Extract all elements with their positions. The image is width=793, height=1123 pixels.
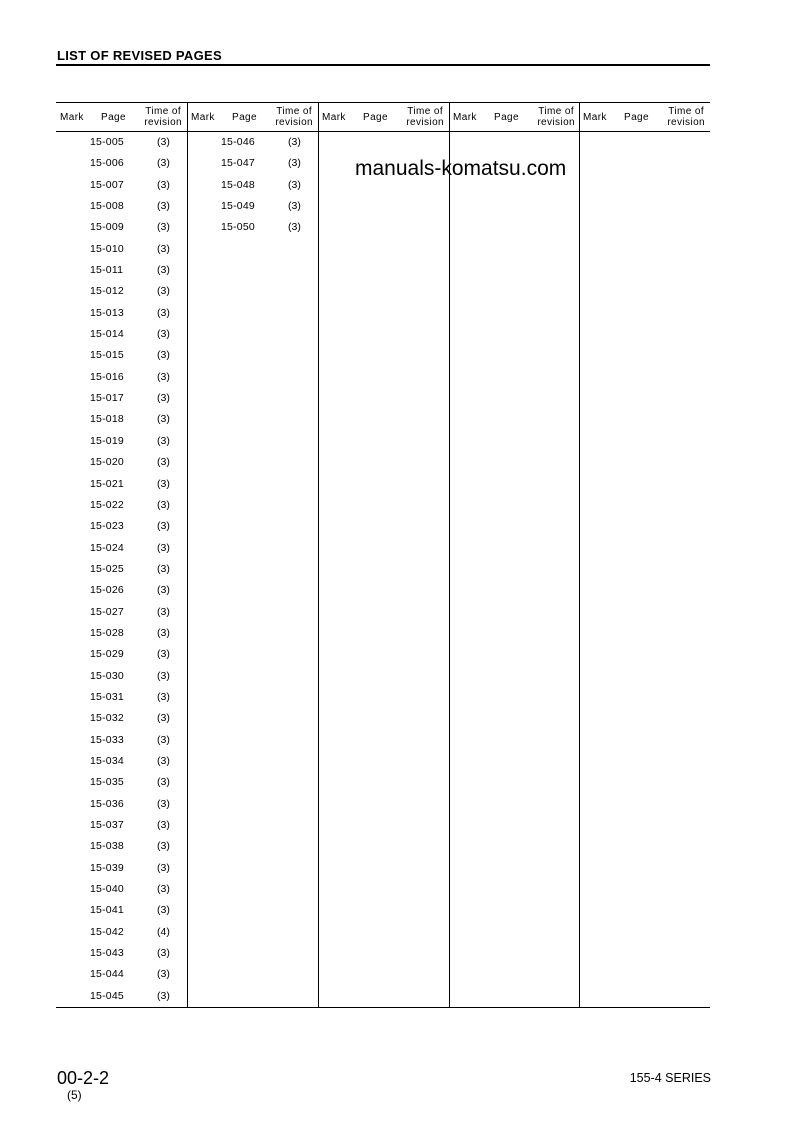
header-page: Page xyxy=(101,112,126,123)
table-row xyxy=(56,175,186,196)
revision-cell: (3) xyxy=(157,242,170,255)
table-row xyxy=(56,580,186,601)
table-row xyxy=(56,964,186,985)
table-row xyxy=(56,858,186,879)
table-row xyxy=(56,431,186,452)
table-row xyxy=(56,900,186,921)
table-row xyxy=(187,153,317,174)
header-page: Page xyxy=(232,112,257,123)
table-row xyxy=(187,132,317,153)
page-cell: 15-022 xyxy=(90,498,124,511)
page-cell: 15-009 xyxy=(90,221,124,234)
header-time-line1: Time of xyxy=(276,106,313,117)
revision-cell: (3) xyxy=(157,797,170,810)
page-cell: 15-034 xyxy=(90,754,124,767)
revision-cell: (3) xyxy=(157,626,170,639)
table-row xyxy=(56,367,186,388)
table-row xyxy=(56,687,186,708)
page-cell: 15-019 xyxy=(90,434,124,447)
header-mark: Mark xyxy=(583,112,607,123)
revision-cell: (3) xyxy=(157,200,170,213)
table-row xyxy=(56,836,186,857)
table-row xyxy=(56,794,186,815)
page-cell: 15-047 xyxy=(221,157,255,170)
page-cell: 15-036 xyxy=(90,797,124,810)
revision-cell: (3) xyxy=(157,947,170,960)
revision-cell: (3) xyxy=(157,883,170,896)
page-cell: 15-048 xyxy=(221,178,255,191)
page-cell: 15-026 xyxy=(90,584,124,597)
header-time-of-revision xyxy=(144,106,182,128)
revision-cell: (3) xyxy=(157,456,170,469)
table-row xyxy=(56,281,186,302)
column-group xyxy=(56,103,186,1007)
revision-cell: (3) xyxy=(288,157,301,170)
revision-cell: (3) xyxy=(157,221,170,234)
page-cell: 15-021 xyxy=(90,477,124,490)
page-cell: 15-010 xyxy=(90,242,124,255)
revision-cell: (3) xyxy=(157,904,170,917)
page-cell: 15-041 xyxy=(90,904,124,917)
header-time-of-revision xyxy=(667,106,705,128)
page-cell: 15-033 xyxy=(90,733,124,746)
table-row xyxy=(56,538,186,559)
table-row xyxy=(56,815,186,836)
page-number: 00-2-2 xyxy=(57,1068,110,1088)
table-row xyxy=(187,175,317,196)
revision-cell: (3) xyxy=(157,264,170,277)
table-row xyxy=(56,559,186,580)
table-row xyxy=(187,217,317,238)
table-row xyxy=(56,345,186,366)
page-cell: 15-016 xyxy=(90,370,124,383)
page-cell: 15-037 xyxy=(90,819,124,831)
table-row xyxy=(56,602,186,623)
table-row xyxy=(56,153,186,174)
page-cell: 15-005 xyxy=(90,136,124,148)
page-cell: 15-043 xyxy=(90,947,124,960)
revision-cell: (3) xyxy=(157,285,170,298)
page-cell: 15-038 xyxy=(90,840,124,853)
row-list xyxy=(187,132,317,239)
page-cell: 15-020 xyxy=(90,456,124,469)
revision-cell: (3) xyxy=(157,562,170,575)
revision-cell: (3) xyxy=(157,413,170,426)
row-list xyxy=(56,132,186,1007)
page-cell: 15-014 xyxy=(90,328,124,341)
table-row xyxy=(56,708,186,729)
revision-cell: (3) xyxy=(157,498,170,511)
series-label: 155-4 SERIES xyxy=(629,1071,711,1085)
page-cell: 15-025 xyxy=(90,562,124,575)
revision-cell: (4) xyxy=(157,925,170,938)
revision-cell: (3) xyxy=(157,477,170,490)
revision-cell: (3) xyxy=(157,712,170,725)
page-cell: 15-029 xyxy=(90,648,124,661)
page-cell: 15-012 xyxy=(90,285,124,298)
revision-cell: (3) xyxy=(157,136,170,148)
revision-cell: (3) xyxy=(157,434,170,447)
page-cell: 15-011 xyxy=(90,264,124,277)
table-row xyxy=(56,623,186,644)
table-row xyxy=(56,303,186,324)
table-row xyxy=(56,388,186,409)
header-time-line2: revision xyxy=(144,117,182,128)
page-cell: 15-018 xyxy=(90,413,124,426)
page-cell: 15-050 xyxy=(221,221,255,234)
revision-cell: (3) xyxy=(157,754,170,767)
table-row xyxy=(56,324,186,345)
table-row xyxy=(56,730,186,751)
revision-cell: (3) xyxy=(157,968,170,981)
header-mark: Mark xyxy=(322,112,346,123)
page-revision: (5) xyxy=(67,1088,82,1102)
page-cell: 15-006 xyxy=(90,157,124,170)
table-row xyxy=(56,879,186,900)
page-cell: 15-008 xyxy=(90,200,124,213)
table-row xyxy=(56,495,186,516)
page-cell: 15-045 xyxy=(90,989,124,1002)
header-time-line1: Time of xyxy=(538,106,575,117)
revision-cell: (3) xyxy=(157,157,170,170)
revision-cell: (3) xyxy=(157,605,170,618)
revision-cell: (3) xyxy=(157,733,170,746)
header-time-of-revision xyxy=(537,106,575,128)
page-cell: 15-049 xyxy=(221,200,255,213)
header-time-line2: revision xyxy=(275,117,313,128)
table-row xyxy=(187,196,317,217)
page-cell: 15-027 xyxy=(90,605,124,618)
page-cell: 15-030 xyxy=(90,669,124,682)
table-row xyxy=(56,772,186,793)
header-mark: Mark xyxy=(60,112,84,123)
table-row xyxy=(56,474,186,495)
page-cell: 15-044 xyxy=(90,968,124,981)
title-underline xyxy=(56,64,710,66)
page-cell: 15-046 xyxy=(221,136,255,148)
table-row xyxy=(56,666,186,687)
revised-pages-table xyxy=(56,102,710,1008)
revision-cell: (3) xyxy=(288,136,301,148)
page-cell: 15-039 xyxy=(90,861,124,874)
header-mark: Mark xyxy=(453,112,477,123)
table-row xyxy=(56,452,186,473)
revision-cell: (3) xyxy=(157,520,170,533)
revision-cell: (3) xyxy=(288,178,301,191)
table-row xyxy=(56,217,186,238)
page-cell: 15-032 xyxy=(90,712,124,725)
revision-cell: (3) xyxy=(157,370,170,383)
revision-cell: (3) xyxy=(157,669,170,682)
revision-cell: (3) xyxy=(157,861,170,874)
header-time-line1: Time of xyxy=(668,106,705,117)
column-group xyxy=(318,103,448,1007)
page-cell: 15-024 xyxy=(90,541,124,554)
revision-cell: (3) xyxy=(157,648,170,661)
page-cell: 15-023 xyxy=(90,520,124,533)
header-page: Page xyxy=(363,112,388,123)
table-row xyxy=(56,644,186,665)
header-page: Page xyxy=(624,112,649,123)
column-group xyxy=(187,103,317,1007)
table-row xyxy=(56,922,186,943)
revision-cell: (3) xyxy=(157,178,170,191)
table-row xyxy=(56,986,186,1007)
revision-cell: (3) xyxy=(157,819,170,831)
page-cell: 15-015 xyxy=(90,349,124,362)
header-mark: Mark xyxy=(191,112,215,123)
header-time-of-revision xyxy=(275,106,313,128)
column-group xyxy=(449,103,579,1007)
page-cell: 15-035 xyxy=(90,776,124,789)
page-cell: 15-040 xyxy=(90,883,124,896)
column-group xyxy=(579,103,709,1007)
table-row xyxy=(56,260,186,281)
revision-cell: (3) xyxy=(157,306,170,319)
header-time-line2: revision xyxy=(406,117,444,128)
revision-cell: (3) xyxy=(288,200,301,213)
table-row xyxy=(56,516,186,537)
revision-cell: (3) xyxy=(157,349,170,362)
page-title: LIST OF REVISED PAGES xyxy=(57,48,222,63)
revision-cell: (3) xyxy=(288,221,301,234)
header-time-line1: Time of xyxy=(407,106,444,117)
page-cell: 15-007 xyxy=(90,178,124,191)
header-page: Page xyxy=(494,112,519,123)
header-time-line1: Time of xyxy=(145,106,182,117)
revision-cell: (3) xyxy=(157,584,170,597)
revision-cell: (3) xyxy=(157,541,170,554)
table-row xyxy=(56,196,186,217)
revision-cell: (3) xyxy=(157,776,170,789)
watermark: manuals-komatsu.com xyxy=(355,157,567,180)
revision-cell: (3) xyxy=(157,840,170,853)
page-cell: 15-017 xyxy=(90,392,124,405)
table-row xyxy=(56,132,186,153)
header-time-line2: revision xyxy=(667,117,705,128)
revision-cell: (3) xyxy=(157,328,170,341)
table-row xyxy=(56,943,186,964)
table-row xyxy=(56,239,186,260)
header-time-line2: revision xyxy=(537,117,575,128)
page-cell: 15-031 xyxy=(90,690,124,703)
header-time-of-revision xyxy=(406,106,444,128)
page-cell: 15-013 xyxy=(90,306,124,319)
revision-cell: (3) xyxy=(157,392,170,405)
page-cell: 15-042 xyxy=(90,925,124,938)
table-row xyxy=(56,409,186,430)
table-row xyxy=(56,751,186,772)
revision-cell: (3) xyxy=(157,989,170,1002)
revision-cell: (3) xyxy=(157,690,170,703)
page-cell: 15-028 xyxy=(90,626,124,639)
